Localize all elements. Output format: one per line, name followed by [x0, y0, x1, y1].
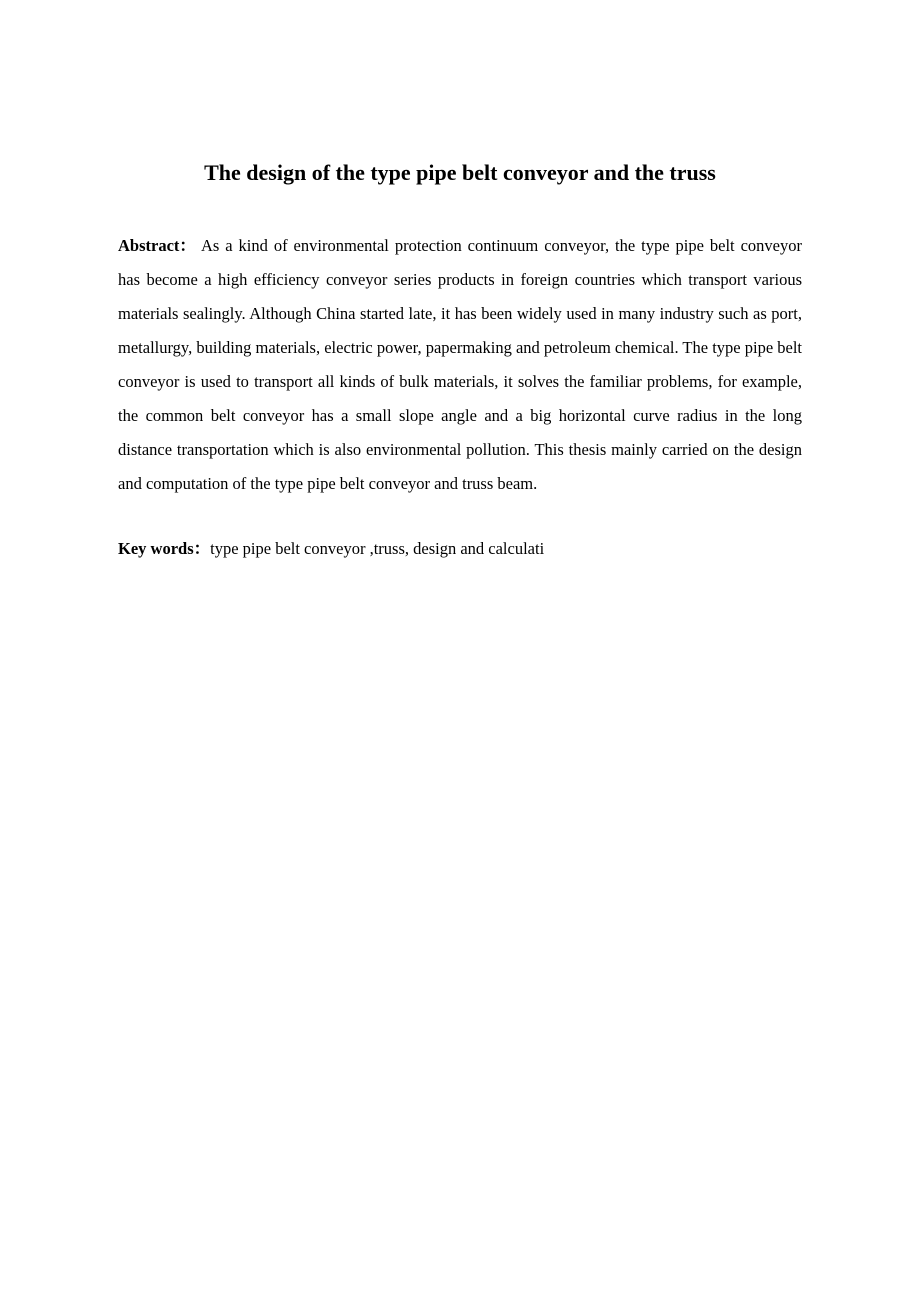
document-title: The design of the type pipe belt conveyor and the truss — [204, 160, 716, 185]
keywords-label-separator: ： — [193, 539, 211, 558]
abstract-text: As a kind of environmental protection continuum conveyor, the type pipe belt conveyor has become a high efficiency conveyor series products in foreign countries which transport various materials sealingly. Although China started late, it has been widely used in many industry such as port, metallurgy, building materials, electric power, papermaking and petroleum chemical. The type pipe belt conveyor is used to transport all kinds of bulk materials, it solves the familiar problems, for example, the common belt conveyor has a small slope angle and a big horizontal curve radius in the long distance transportation which is also environmental pollution. This thesis mainly carried on the design and computation of the type pipe belt conveyor and truss beam. — [118, 236, 803, 493]
abstract-label: Abstract — [118, 236, 180, 255]
abstract-label-separator: ： — [179, 236, 196, 255]
keywords-text: type pipe belt conveyor ,truss, design and calculati — [210, 539, 545, 558]
keywords-label: Key words — [118, 539, 194, 558]
keywords-paragraph — [118, 534, 802, 564]
abstract-paragraph — [118, 229, 802, 501]
